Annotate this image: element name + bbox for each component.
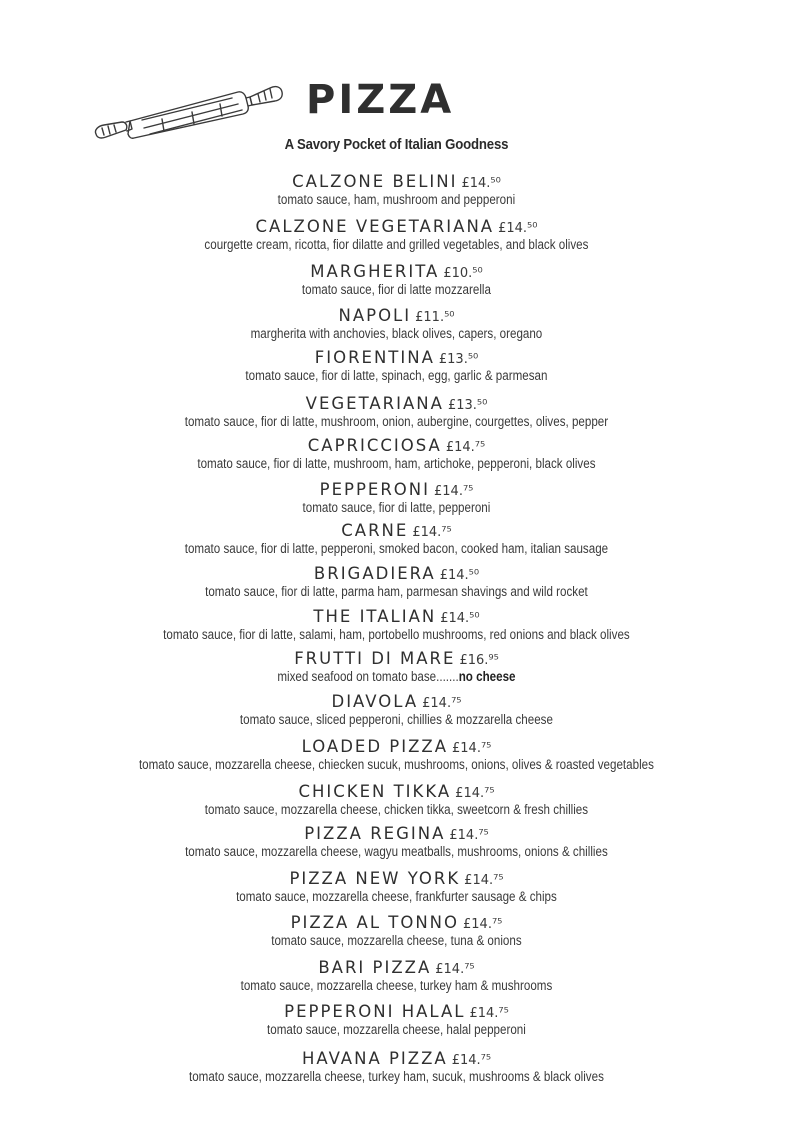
menu-item-name: THE ITALIAN <box>313 607 437 626</box>
menu-item-description: tomato sauce, fior di latte, spinach, egg, garlic & parmesan <box>245 368 548 383</box>
menu-item-price: £14.⁷⁵ <box>412 525 452 540</box>
menu-item-description: tomato sauce, fior di latte, mushroom, onion, aubergine, courgettes, olives, pepper <box>184 414 609 429</box>
menu-item-price: £14.⁷⁵ <box>469 1006 509 1021</box>
menu-item <box>0 606 793 648</box>
page-subtitle-text: A Savory Pocket of Italian Goodness <box>284 136 509 153</box>
menu-item-description: tomato sauce, mozzarella cheese, tuna & onions <box>271 933 522 948</box>
menu-item-description: tomato sauce, fior di latte, pepperoni, smoked bacon, cooked ham, italian sausage <box>184 541 609 556</box>
menu-item-description: tomato sauce, mozzarella cheese, halal pepperoni <box>267 1022 526 1037</box>
menu-item-price: £14.⁵⁰ <box>440 611 480 626</box>
menu-item-name: NAPOLI <box>338 306 412 325</box>
menu-item-name: CARNE <box>341 521 409 540</box>
menu-item-name: PEPPERONI <box>319 480 430 499</box>
menu-item-name: HAVANA PIZZA <box>301 1049 448 1068</box>
menu-item <box>0 1048 793 1088</box>
menu-item-price: £14.⁷⁵ <box>435 962 475 977</box>
menu-item-name: CAPRICCIOSA <box>307 436 442 455</box>
menu-item-price: £10.⁵⁰ <box>443 266 483 281</box>
menu-item-description: tomato sauce, mozzarella cheese, turkey ham & mushrooms <box>240 978 553 993</box>
menu-item-price: £14.⁷⁵ <box>452 741 492 756</box>
menu-item-price: £14.⁵⁰ <box>461 176 501 191</box>
menu-item <box>0 305 793 347</box>
menu-item-price: £14.⁵⁰ <box>439 568 480 583</box>
menu-item-price: £14.⁷⁵ <box>463 917 503 932</box>
menu-item-name: BRIGADIERA <box>313 564 436 583</box>
menu-item-description: tomato sauce, sliced pepperoni, chillies & mozzarella cheese <box>239 712 553 727</box>
menu-item-description: tomato sauce, ham, mushroom and pepperoni <box>277 192 516 207</box>
menu-item-name: BARI PIZZA <box>318 958 432 977</box>
menu-item-price: £14.⁷⁵ <box>434 484 474 499</box>
menu-item-name: DIAVOLA <box>331 692 419 711</box>
menu-item-name: CALZONE VEGETARIANA <box>255 217 495 236</box>
menu-item-name: FRUTTI DI MARE <box>294 649 456 668</box>
menu-item-description: courgette cream, ricotta, fior dilatte and grilled vegetables, and black olives <box>204 237 589 252</box>
menu-item <box>0 435 793 479</box>
menu-item <box>0 479 793 520</box>
menu-item-name: PIZZA AL TONNO <box>290 913 460 932</box>
menu-item-price: £14.⁵⁰ <box>498 221 538 236</box>
menu-item-description: tomato sauce, fior di latte, parma ham, parmesan shavings and wild rocket <box>205 584 588 599</box>
menu-item-name: MARGHERITA <box>310 262 440 281</box>
menu-item-name: PIZZA NEW YORK <box>289 869 461 888</box>
menu-item-name: VEGETARIANA <box>305 394 444 413</box>
menu-item <box>0 1001 793 1048</box>
page-title: PIZZA <box>306 77 455 123</box>
menu-item-name: FIORENTINA <box>314 348 435 367</box>
menu-item-description: tomato sauce, fior di latte, salami, ham, portobello mushrooms, red onions and black olives <box>163 627 630 642</box>
rolling-pin-icon <box>92 76 284 142</box>
menu-item-description <box>55 670 737 686</box>
menu-item-description: tomato sauce, mozzarella cheese, frankfurter sausage & chips <box>236 889 557 904</box>
menu-item-name: PIZZA REGINA <box>304 824 446 843</box>
menu-item <box>0 736 793 781</box>
menu-item <box>0 563 793 606</box>
menu-item <box>0 216 793 261</box>
menu-item-description: tomato sauce, fior di latte, mushroom, ham, artichoke, pepperoni, black olives <box>197 456 596 471</box>
menu-item <box>0 868 793 912</box>
menu-item-name: LOADED PIZZA <box>301 737 448 756</box>
menu-item-description: tomato sauce, mozzarella cheese, chicken tikka, sweetcorn & fresh chillies <box>204 802 589 817</box>
menu-item-price: £14.⁷⁵ <box>449 828 489 843</box>
menu-item-name: CHICKEN TIKKA <box>298 782 452 801</box>
menu-item <box>0 347 793 393</box>
pizza-menu-list <box>0 171 793 1088</box>
menu-item <box>0 393 793 435</box>
menu-item <box>0 261 793 305</box>
menu-item-description: tomato sauce, mozzarella cheese, turkey ham, sucuk, mushrooms & black olives <box>188 1069 604 1084</box>
menu-item <box>0 957 793 1001</box>
menu-item <box>0 781 793 823</box>
menu-item <box>0 691 793 736</box>
menu-item-description: tomato sauce, mozzarella cheese, chiecken sucuk, mushrooms, onions, olives & roasted vegetables <box>138 757 654 772</box>
menu-item-price: £14.⁷⁵ <box>455 786 495 801</box>
menu-item-price: £11.⁵⁰ <box>415 310 455 325</box>
menu-item <box>0 171 793 216</box>
menu-header <box>0 70 793 160</box>
menu-item-price: £14.⁷⁵ <box>422 696 462 711</box>
menu-item-price: £14.⁷⁵ <box>445 440 486 455</box>
menu-item <box>0 912 793 957</box>
page-subtitle <box>48 136 746 153</box>
menu-item-description: margherita with anchovies, black olives, capers, oregano <box>250 326 543 341</box>
menu-item-name: PEPPERONI HALAL <box>284 1002 466 1021</box>
menu-item-name: CALZONE BELINI <box>292 172 458 191</box>
menu-item-price: £14.⁷⁵ <box>451 1053 492 1068</box>
menu-item <box>0 520 793 563</box>
menu-item-description: tomato sauce, fior di latte, pepperoni <box>302 500 491 515</box>
menu-item-description: tomato sauce, fior di latte mozzarella <box>301 282 491 297</box>
menu-item <box>0 648 793 691</box>
menu-item <box>0 823 793 868</box>
menu-item-price: £13.⁵⁰ <box>447 398 488 413</box>
menu-item-note: no cheese <box>458 669 516 684</box>
menu-item-description-text: mixed seafood on tomato base....... <box>277 669 459 684</box>
menu-item-description: tomato sauce, mozzarella cheese, wagyu meatballs, mushrooms, onions & chillies <box>185 844 608 859</box>
menu-item-price: £13.⁵⁰ <box>438 352 479 367</box>
menu-item-price: £16.⁹⁵ <box>459 653 499 668</box>
menu-item-price: £14.⁷⁵ <box>464 873 504 888</box>
